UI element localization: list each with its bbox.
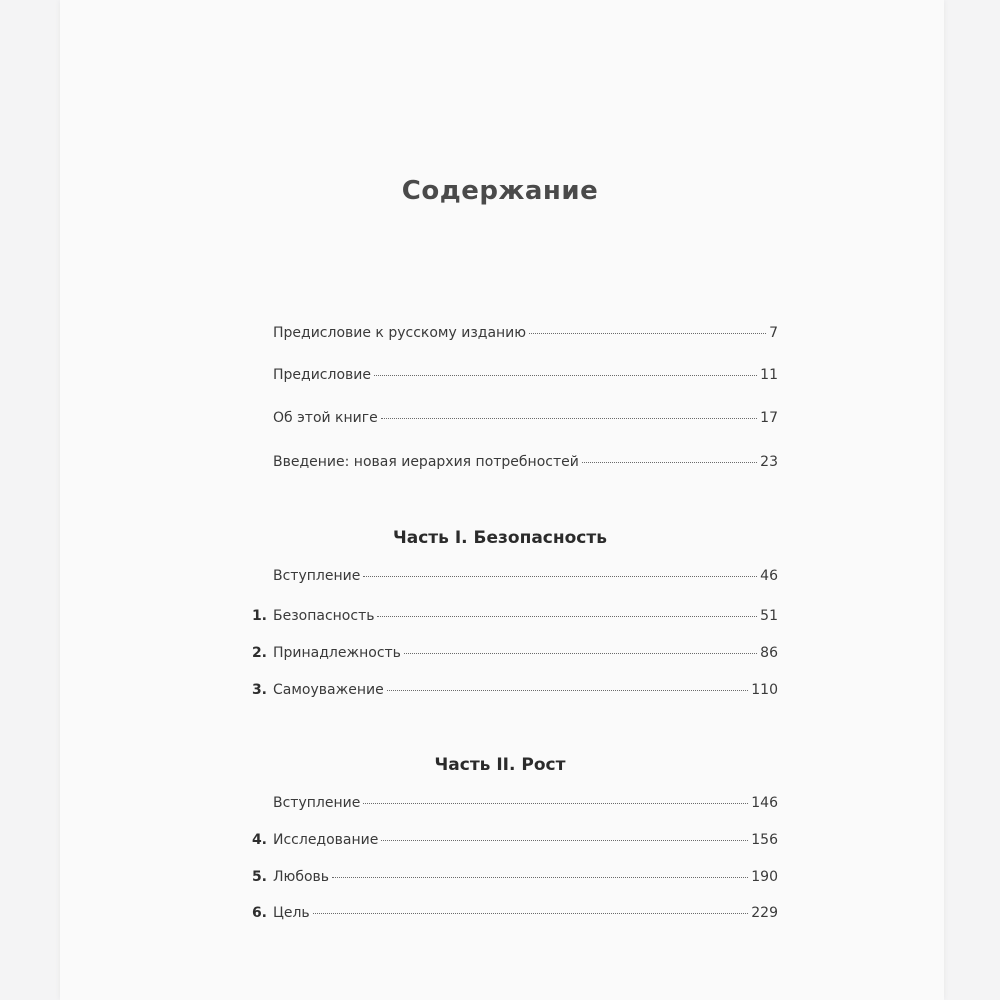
toc-leader-dots	[404, 653, 757, 654]
toc-entry-page: 46	[760, 568, 778, 584]
toc-entry-label: Вступление	[273, 568, 361, 584]
toc-entry-number: 5.	[251, 869, 267, 885]
toc-entry-page: 86	[760, 645, 778, 661]
toc-entry-preface	[230, 367, 778, 389]
part-2-title: Часть II. Рост	[434, 755, 566, 775]
toc-entry-page: 23	[760, 454, 778, 470]
part-1-title: Часть I. Безопасность	[393, 528, 607, 548]
toc-entry-chapter-5	[230, 869, 778, 891]
toc-leader-dots	[529, 333, 766, 334]
toc-leader-dots	[363, 576, 757, 577]
toc-entry-page: 7	[769, 325, 778, 341]
toc-entry-chapter-3	[230, 682, 778, 704]
toc-entry-chapter-6	[230, 905, 778, 927]
toc-entry-label: Об этой книге	[273, 410, 378, 426]
toc-entry-label: Предисловие	[273, 367, 371, 383]
toc-entry-chapter-4	[230, 832, 778, 854]
toc-leader-dots	[374, 375, 757, 376]
toc-entry-number: 3.	[251, 682, 267, 698]
toc-entry-label: Вступление	[273, 795, 361, 811]
toc-entry-preface-russian	[230, 325, 778, 347]
toc-entry-introduction	[230, 454, 778, 476]
toc-entry-number: 2.	[251, 645, 267, 661]
toc-entry-page: 146	[751, 795, 778, 811]
toc-leader-dots	[381, 840, 748, 841]
toc-entry-number: 6.	[251, 905, 267, 921]
toc-entry-page: 11	[760, 367, 778, 383]
page-title: Содержание	[401, 176, 599, 206]
toc-entry-label: Введение: новая иерархия потребностей	[273, 454, 579, 470]
toc-leader-dots	[332, 877, 748, 878]
toc-entry-label: Принадлежность	[273, 645, 401, 661]
toc-leader-dots	[387, 690, 749, 691]
toc-leader-dots	[363, 803, 748, 804]
toc-entry-number: 4.	[251, 832, 267, 848]
toc-leader-dots	[582, 462, 757, 463]
toc-entry-label: Безопасность	[273, 608, 375, 624]
toc-leader-dots	[313, 913, 749, 914]
toc-entry-page: 190	[751, 869, 778, 885]
toc-entry-about-book	[230, 410, 778, 432]
toc-entry-page: 156	[751, 832, 778, 848]
toc-entry-chapter-2	[230, 645, 778, 667]
toc-entry-number: 1.	[251, 608, 267, 624]
toc-leader-dots	[381, 418, 757, 419]
toc-entry-part2-intro	[230, 795, 778, 817]
toc-entry-label: Любовь	[273, 869, 330, 885]
toc-entry-label: Самоуважение	[273, 682, 384, 698]
toc-entry-label: Предисловие к русскому изданию	[273, 325, 527, 341]
toc-entry-page: 51	[760, 608, 778, 624]
toc-entry-part1-intro	[230, 568, 778, 590]
toc-entry-page: 229	[751, 905, 778, 921]
toc-entry-chapter-1	[230, 608, 778, 630]
toc-entry-page: 110	[751, 682, 778, 698]
toc-entry-page: 17	[760, 410, 778, 426]
toc-entry-label: Исследование	[273, 832, 379, 848]
toc-leader-dots	[377, 616, 757, 617]
toc-entry-label: Цель	[273, 905, 310, 921]
